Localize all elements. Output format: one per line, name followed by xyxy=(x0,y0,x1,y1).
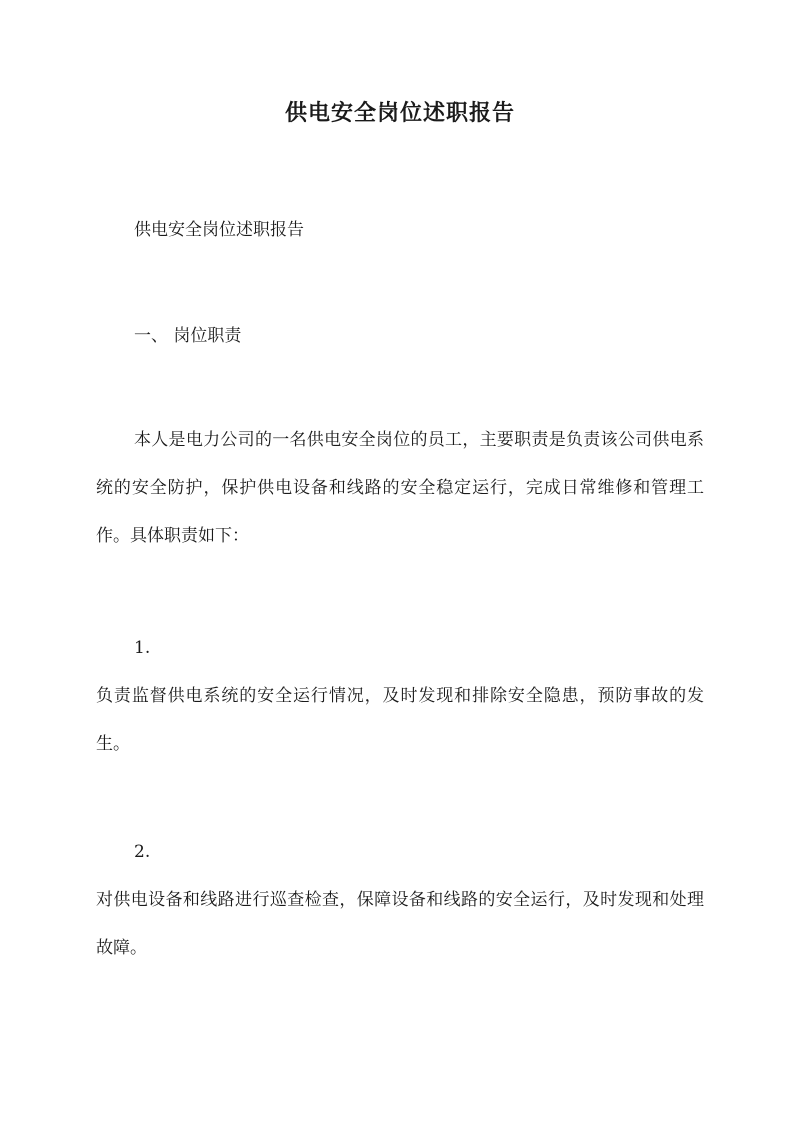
list-item-text-2: 对供电设备和线路进行巡查检查，保障设备和线路的安全运行，及时发现和处理故障。 xyxy=(96,890,704,958)
list-item-number-2: 2. xyxy=(134,842,151,862)
list-item-number-1: 1. xyxy=(134,638,151,658)
document-subtitle: 供电安全岗位述职报告 xyxy=(134,220,304,240)
document-title: 供电安全岗位述职报告 xyxy=(284,100,515,126)
list-item-text-1: 负责监督供电系统的安全运行情况，及时发现和排除安全隐患，预防事故的发生。 xyxy=(96,686,704,754)
intro-paragraph: 本人是电力公司的一名供电安全岗位的员工，主要职责是负责该公司供电系统的安全防护，保护供电设备和线路的安全稳定运行，完成日常维修和管理工作。具体职责如下： xyxy=(96,430,704,546)
section-heading: 一、 岗位职责 xyxy=(134,326,242,346)
